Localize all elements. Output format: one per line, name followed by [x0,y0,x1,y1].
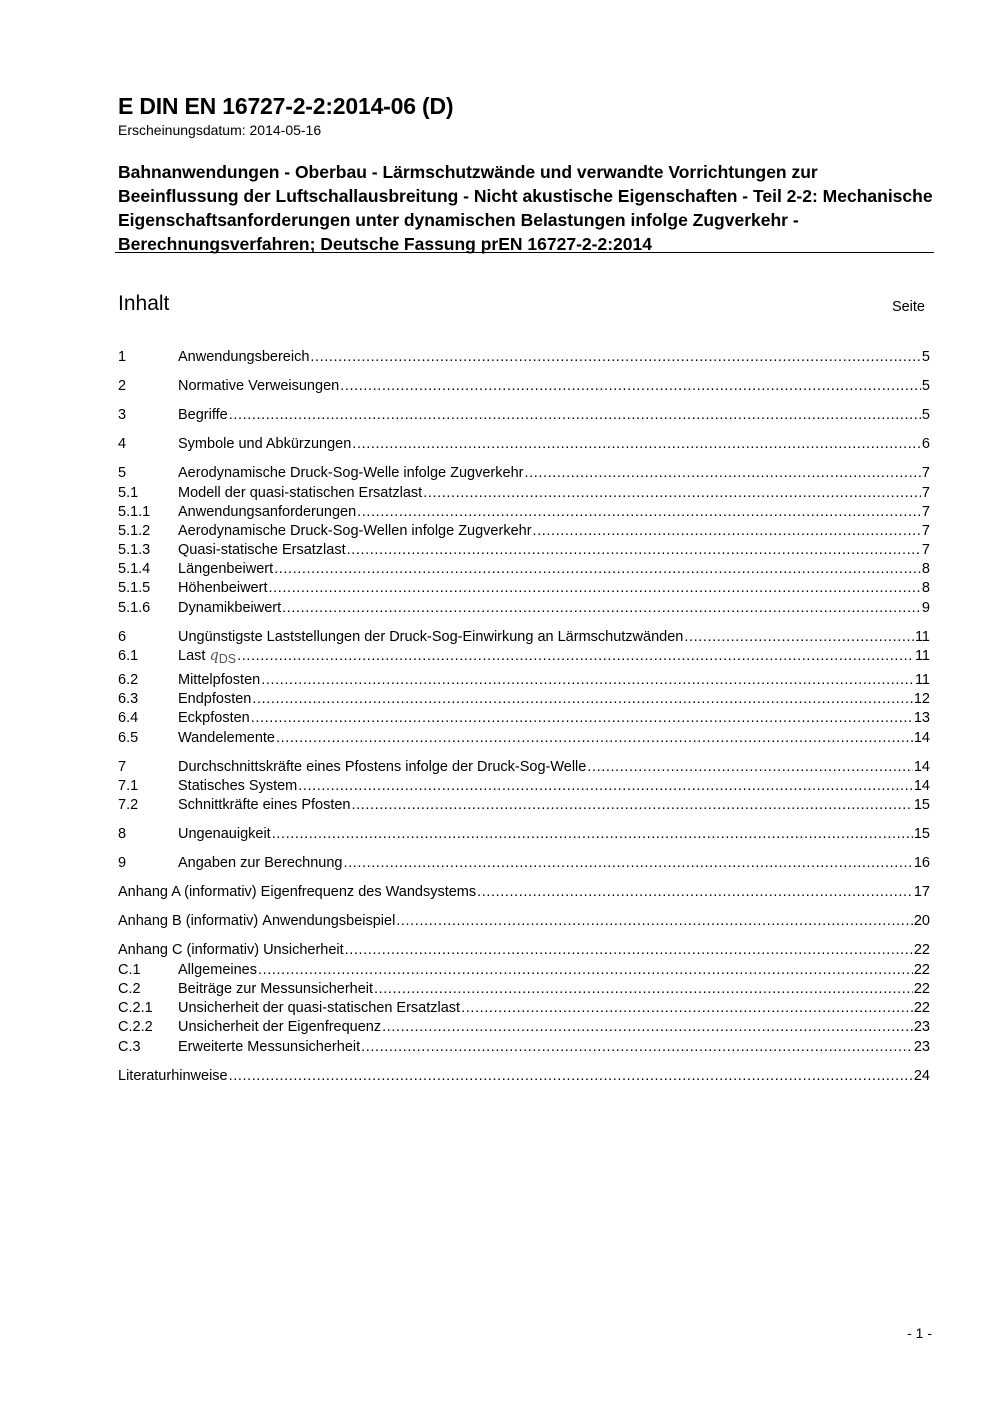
toc-entry-title [118,1067,228,1086]
toc-entry-number: 5.1.2 [118,523,151,539]
toc-entry-title [178,961,257,980]
toc-dot-leader [229,1067,913,1086]
toc-entry-number: 6.2 [118,672,139,688]
toc-entry-title-text: Last [178,648,206,664]
toc-entry[interactable] [118,579,930,598]
toc-entry[interactable] [118,941,930,960]
toc-entry[interactable] [118,961,930,980]
toc-entry[interactable] [118,464,930,483]
toc-entry[interactable] [118,671,930,690]
toc-entry-title-text: Modell der quasi-statischen Ersatzlast [178,485,423,501]
toc-entry-title-text: Statisches System [178,778,298,794]
toc-entry[interactable] [118,484,930,503]
toc-entry-page: 22 [913,942,930,958]
toc-entry[interactable] [118,912,930,931]
toc-entry[interactable] [118,1018,930,1037]
load-symbol-subscript: DS [218,652,237,666]
toc-entry-page: 8 [921,580,930,596]
toc-entry-title [178,671,260,690]
toc-dot-leader [396,912,913,931]
toc-entry-title [263,941,344,960]
toc-entry-number: 8 [118,826,127,842]
toc-dot-leader [310,348,921,367]
toc-entry-title [178,1018,381,1037]
toc-entry-title-text: Eckpfosten [178,710,250,726]
toc-entry-page: 14 [913,759,930,775]
toc-entry-title-text: Durchschnittskräfte eines Pfostens infolge der Druck-Sog-Welle [178,759,587,775]
toc-entry-title-text: Anwendungsbeispiel [262,913,396,929]
toc-entry-number: 3 [118,407,127,423]
toc-entry-number: 5.1.1 [118,504,151,520]
toc-entry-page: 15 [913,826,930,842]
toc-dot-leader [587,758,913,777]
toc-entry-title [178,377,339,396]
toc-annex-label [118,883,261,902]
toc-entry-page: 23 [913,1019,930,1035]
toc-entry-number: 7.2 [118,797,139,813]
toc-entry-page: 14 [913,730,930,746]
toc-dot-leader [258,961,913,980]
toc-entry-title-text: Höhenbeiwert [178,580,268,596]
toc-entry-title [178,758,586,777]
toc-dot-leader [347,541,921,560]
toc-dot-leader [272,825,913,844]
toc-entry[interactable] [118,709,930,728]
toc-entry-number: 5 [118,465,127,481]
toc-entry-number: 6.3 [118,691,139,707]
toc-dot-leader [252,690,912,709]
toc-entry-number: 1 [118,349,127,365]
toc-dot-leader [361,1038,913,1057]
toc-dot-leader [382,1018,913,1037]
toc-dot-leader [477,883,913,902]
toc-entry-title-text: Symbole und Abkürzungen [178,436,352,452]
toc-entry-title [178,709,250,728]
toc-annex-note: (informativ) [184,884,257,900]
toc-dot-leader [343,854,912,873]
toc-annex-name: Anhang C [118,942,183,958]
toc-entry-page: 5 [921,378,930,394]
toc-entry-page: 24 [913,1068,930,1084]
toc-entry[interactable] [118,825,930,844]
toc-entry[interactable] [118,796,930,815]
toc-entry-title [178,980,373,999]
toc-heading: Inhalt [118,292,170,315]
toc-entry-number: 5.1.4 [118,561,151,577]
load-symbol: q [209,648,219,664]
toc-entry[interactable] [118,435,930,454]
toc-dot-leader [251,709,913,728]
toc-entry-title [178,503,356,522]
toc-entry-title-text: Literaturhinweise [118,1068,228,1084]
toc-entry-title-text: Unsicherheit [263,942,344,958]
toc-entry-title [178,579,267,598]
toc-entry[interactable] [118,628,930,647]
toc-entry[interactable] [118,599,930,618]
toc-entry-title-text: Normative Verweisungen [178,378,340,394]
toc-entry-number: 5.1.6 [118,600,151,616]
toc-entry[interactable] [118,854,930,873]
toc-entry-number: 9 [118,855,127,871]
toc-entry-number: 4 [118,436,127,452]
toc-dot-leader [340,377,921,396]
toc-dot-leader [268,579,920,598]
toc-entry-title-text: Eigenfrequenz des Wandsystems [260,884,477,900]
toc-entry-number: 5.1.5 [118,580,151,596]
toc-entry-title-text: Längenbeiwert [178,561,274,577]
toc-entry-title-text: Beiträge zur Messunsicherheit [178,981,374,997]
toc-entry-title [178,999,460,1018]
toc-entry-page: 13 [913,710,930,726]
toc-dot-leader [423,484,921,503]
toc-entry-number: 7.1 [118,778,139,794]
toc-annex-name: Anhang B [118,913,182,929]
toc-entry-title-text: Unsicherheit der Eigenfrequenz [178,1019,382,1035]
toc-entry[interactable] [118,406,930,425]
toc-entry-title [178,825,271,844]
toc-dot-leader [357,503,921,522]
toc-entry-title [178,541,346,560]
toc-entry-page: 7 [921,465,930,481]
toc-entry[interactable] [118,348,930,367]
toc-entry-title-text: Mittelpfosten [178,672,261,688]
toc-entry-number: 6.4 [118,710,139,726]
toc-entry-title [178,628,683,647]
toc-entry[interactable] [118,541,930,560]
toc-entry[interactable] [118,647,930,666]
toc-entry[interactable] [118,522,930,541]
publication-date: Erscheinungsdatum: 2014-05-16 [118,122,322,138]
toc-entry-number: 6.1 [118,648,139,664]
toc-entry-title [178,1038,360,1057]
toc-entry-page: 20 [913,913,930,929]
toc-entry-title-text: Dynamikbeiwert [178,600,282,616]
toc-entry-title [178,348,309,367]
toc-entry[interactable] [118,1067,930,1086]
toc-entry-title-text: Allgemeines [178,962,257,978]
toc-entry-page: 11 [914,629,930,645]
toc-entry-page: 22 [913,962,930,978]
toc-annex-label [118,941,263,960]
toc-entry-page: 7 [921,504,930,520]
toc-entry-page: 11 [914,672,930,688]
toc-entry-page: 5 [921,407,930,423]
toc-dot-leader [533,522,921,541]
toc-entry-page: 7 [921,523,930,539]
toc-dot-leader [282,599,921,618]
toc-entry-title [178,406,228,425]
toc-entry[interactable] [118,1038,930,1057]
document-title: Bahnanwendungen - Oberbau - Lärmschutzwände und verwandte Vorrichtungen zur Beeinflussung der Luftschallausbreitung - Nicht akustische Eigenschaften - Teil 2-2: Mechanische Eigenschaftsanforderungen unter dynamischen Belastungen infolge Zugverkehr - Berechnungsverfahren; Deutsche Fassung prEN 16727-2-2:2014 [118,162,933,254]
toc-entry-title-text: Anwendungsbereich [178,349,310,365]
toc-dot-leader [237,647,914,666]
toc-entry-title-text: Erweiterte Messunsicherheit [178,1039,361,1055]
toc-entry-number: 5.1 [118,485,139,501]
toc-entry-title-text: Anwendungsanforderungen [178,504,357,520]
toc-entry[interactable] [118,883,930,902]
toc-entry-title [261,883,476,902]
toc-entry[interactable] [118,560,930,579]
toc-entry-title-text: Wandelemente [178,730,275,746]
toc-entry-title [178,647,236,666]
toc-dot-leader [374,980,913,999]
toc-entry-page: 12 [913,691,930,707]
toc-dot-leader [684,628,914,647]
toc-entry-number: C.2 [118,981,141,997]
toc-annex-name: Anhang A [118,884,181,900]
toc-entry-title-text: Endpfosten [178,691,252,707]
toc-entry-title [178,729,275,748]
toc-annex-label [118,912,262,931]
toc-entry-title-text: Angaben zur Berechnung [178,855,343,871]
toc-entry-title-text: Begriffe [178,407,228,423]
toc-entry-title [262,912,395,931]
toc-entry-title-text: Quasi-statische Ersatzlast [178,542,346,558]
toc-entry-page: 22 [913,981,930,997]
toc-dot-leader [274,560,921,579]
toc-entry[interactable] [118,777,930,796]
toc-entry-page: 22 [913,1000,930,1016]
toc-entry-page: 5 [921,349,930,365]
toc-entry-title [178,560,273,579]
toc-entry[interactable] [118,999,930,1018]
toc-entry[interactable] [118,758,930,777]
toc-annex-note: (informativ) [185,913,259,929]
toc-dot-leader [352,796,913,815]
toc-entry-title-text: Ungenauigkeit [178,826,271,842]
toc-entry-page: 7 [921,542,930,558]
toc-annex-note: (informativ) [186,942,260,958]
toc-entry-number: C.1 [118,962,141,978]
toc-entry-title-text: Schnittkräfte eines Pfosten [178,797,351,813]
toc-entry-title-text: Aerodynamische Druck-Sog-Wellen infolge Zugverkehr [178,523,532,539]
toc-dot-leader [345,941,913,960]
toc-entry-title [178,599,281,618]
toc-dot-leader [276,729,913,748]
toc-dot-leader [298,777,913,796]
toc-entry-title [178,777,297,796]
toc-dot-leader [524,464,920,483]
toc-entry-page: 23 [913,1039,930,1055]
toc-entry-title-text: Unsicherheit der quasi-statischen Ersatzlast [178,1000,461,1016]
toc-entry-title [178,484,422,503]
toc-entry-title [178,522,532,541]
page-number: - 1 - [907,1325,932,1341]
toc-entry-page: 15 [913,797,930,813]
toc-entry[interactable] [118,377,930,396]
toc-entry-title [178,690,251,709]
toc-entry[interactable] [118,503,930,522]
toc-entry-number: C.2.1 [118,1000,153,1016]
toc-page-column-label: Seite [891,299,925,315]
toc-entry-page: 9 [921,600,930,616]
toc-entry-title-text: Aerodynamische Druck-Sog-Welle infolge Zugverkehr [178,465,524,481]
toc-entry-number: 2 [118,378,127,394]
toc-entry-page: 14 [913,778,930,794]
toc-entry-title [178,854,342,873]
toc-entry-page: 16 [913,855,930,871]
toc-entry-page: 7 [921,485,930,501]
toc-entry-title [178,796,351,815]
toc-entry-page: 6 [921,436,930,452]
toc-entry-title-text: Ungünstigste Laststellungen der Druck-Sog-Einwirkung an Lärmschutzwänden [178,629,684,645]
toc-entry-number: 5.1.3 [118,542,151,558]
document-id: E DIN EN 16727-2-2:2014-06 (D) [118,93,454,119]
toc-entry[interactable] [118,729,930,748]
toc-entry-title [178,435,351,454]
toc-entry-page: 11 [914,648,930,664]
toc-entry-number: 6 [118,629,127,645]
toc-dot-leader [461,999,913,1018]
toc-entry-page: 8 [921,561,930,577]
toc-dot-leader [261,671,914,690]
toc-entry-number: 7 [118,759,127,775]
toc-entry[interactable] [118,980,930,999]
toc-entry-number: 6.5 [118,730,139,746]
toc-entry-number: C.3 [118,1039,141,1055]
toc-entry-page: 17 [913,884,930,900]
toc-entry-number: C.2.2 [118,1019,153,1035]
toc-entry[interactable] [118,690,930,709]
toc-dot-leader [229,406,921,425]
toc-entry-title [178,464,523,483]
title-divider [115,252,934,253]
toc-dot-leader [352,435,921,454]
